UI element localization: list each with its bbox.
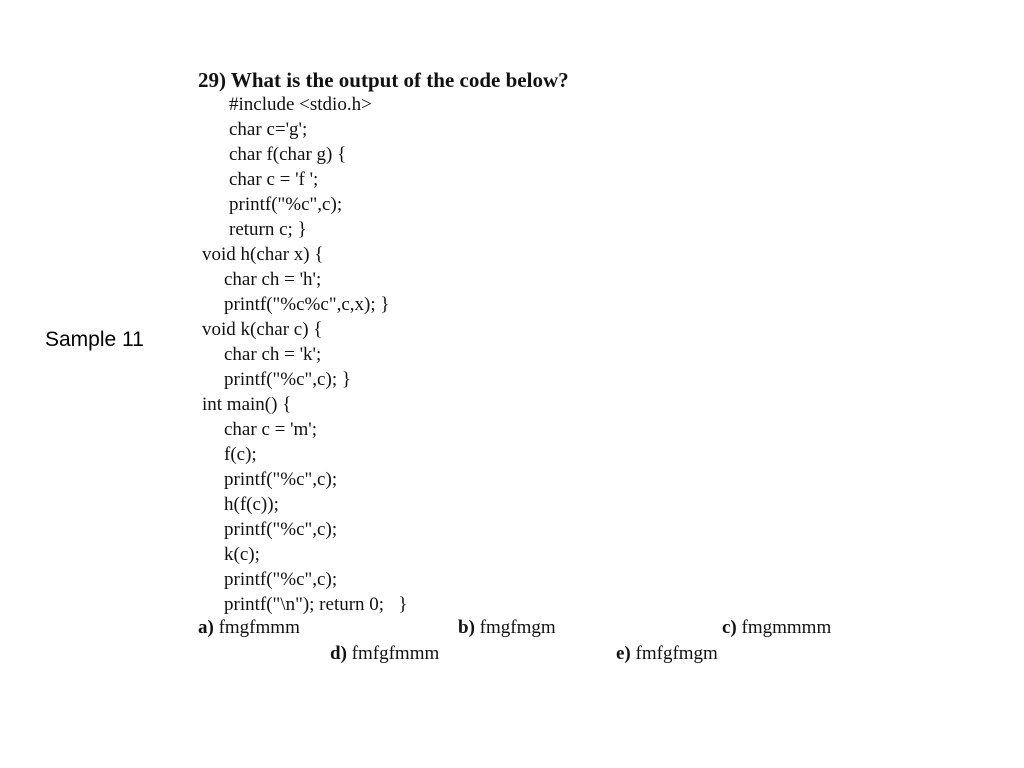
- answer-option-a: [198, 617, 300, 639]
- code-line: printf("\n"); return 0; }: [224, 594, 408, 615]
- answer-option-e: [616, 643, 718, 665]
- code-line: void h(char x) {: [202, 244, 324, 265]
- code-line: void k(char c) {: [202, 319, 323, 340]
- code-line: printf("%c",c); }: [224, 369, 351, 390]
- code-line: return c; }: [229, 219, 307, 240]
- answer-text: fmfgfmmm: [351, 643, 440, 664]
- answer-letter: a): [198, 617, 214, 638]
- answer-letter: c): [722, 617, 737, 638]
- code-line: printf("%c%c",c,x); }: [224, 294, 390, 315]
- code-line: char ch = 'k';: [224, 344, 322, 365]
- answer-option-d: [330, 643, 439, 665]
- answer-letter: e): [616, 643, 631, 664]
- code-line: k(c);: [224, 544, 260, 565]
- code-line: printf("%c",c);: [224, 519, 338, 540]
- answer-text: fmfgfmgm: [635, 643, 718, 664]
- code-line: printf("%c",c);: [229, 194, 343, 215]
- code-line: printf("%c",c);: [224, 569, 338, 590]
- answer-option-c: [722, 617, 831, 639]
- answer-letter: d): [330, 643, 347, 664]
- code-line: int main() {: [202, 394, 292, 415]
- answer-letter: b): [458, 617, 475, 638]
- code-line: h(f(c));: [224, 494, 279, 515]
- answer-text: fmgfmgm: [479, 617, 556, 638]
- sample-label: Sample 11: [45, 328, 144, 351]
- code-line: char ch = 'h';: [224, 269, 322, 290]
- code-line: char c = 'm';: [224, 419, 317, 440]
- code-line: f(c);: [224, 444, 257, 465]
- question-heading: 29) What is the output of the code below?: [198, 68, 569, 92]
- code-line: printf("%c",c);: [224, 469, 338, 490]
- answer-text: fmgmmmm: [741, 617, 832, 638]
- answer-option-b: [458, 617, 556, 639]
- code-line: #include <stdio.h>: [229, 94, 372, 115]
- code-line: char c='g';: [229, 119, 308, 140]
- code-line: char f(char g) {: [229, 144, 347, 165]
- answer-text: fmgfmmm: [218, 617, 300, 638]
- code-line: char c = 'f ';: [229, 169, 319, 190]
